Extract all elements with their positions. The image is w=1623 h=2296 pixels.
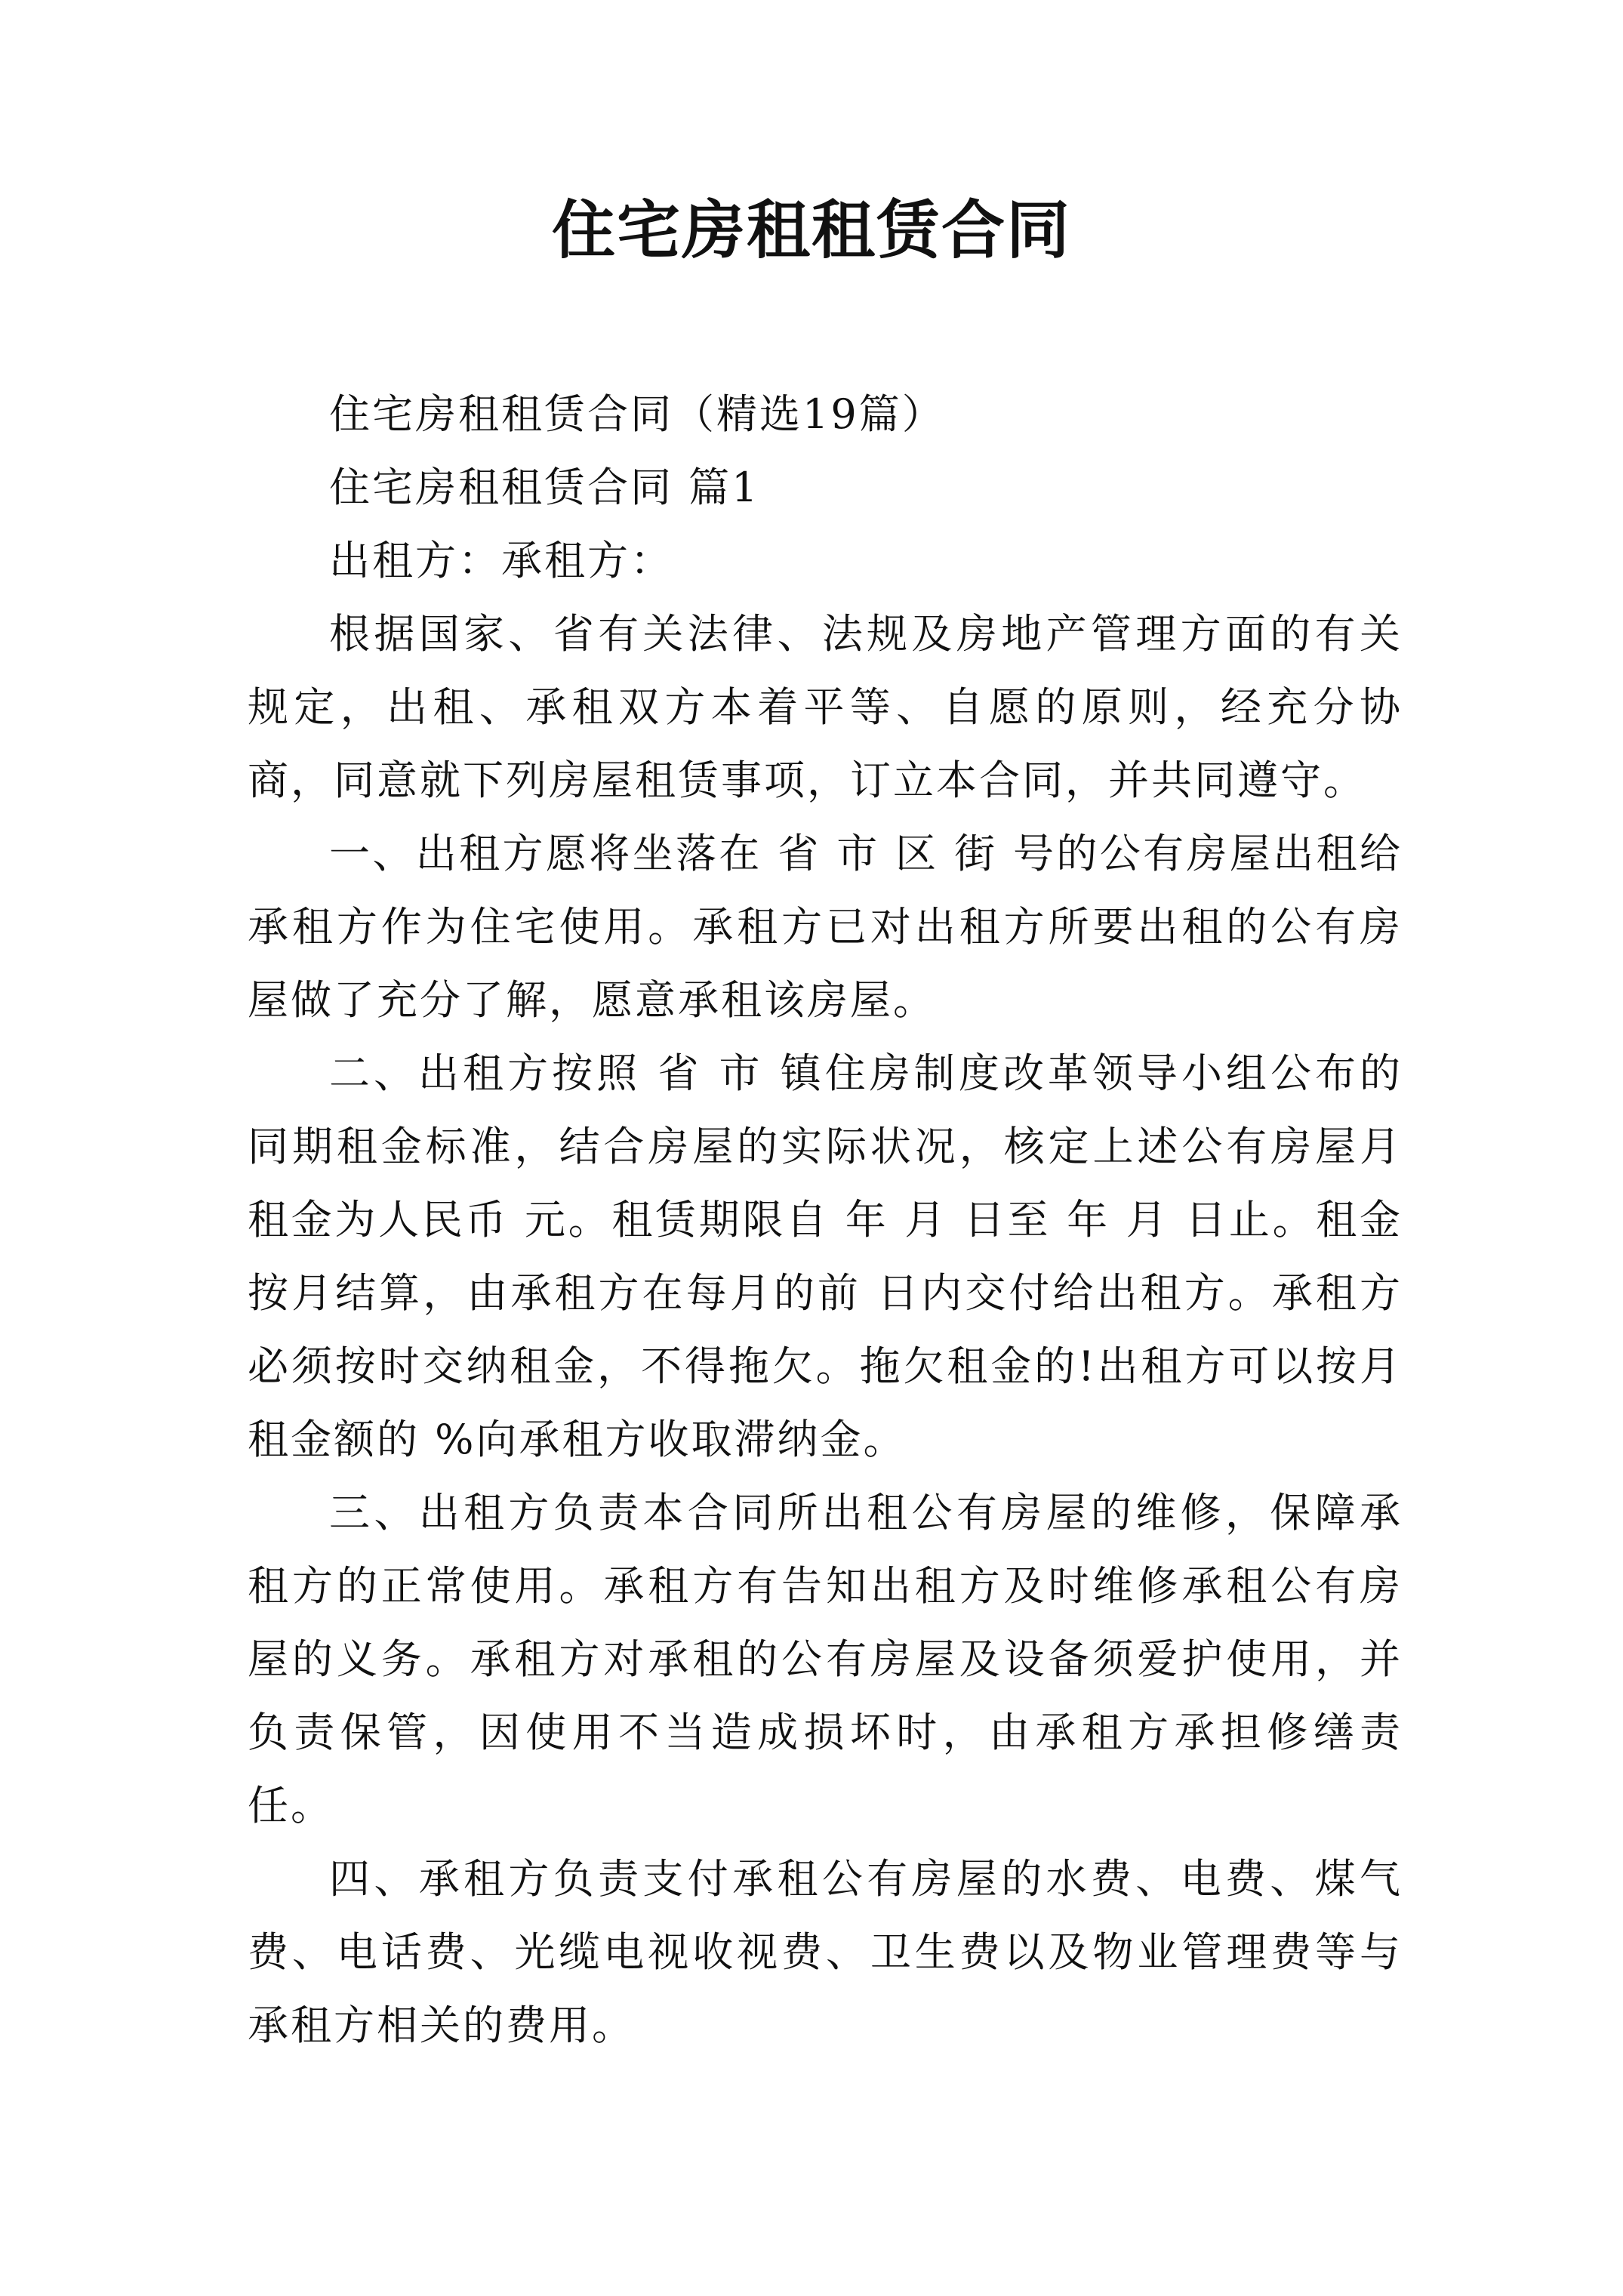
clause-2-paragraph: 二、出租方按照 省 市 镇住房制度改革领导小组公布的同期租金标准，结合房屋的实际状况，核定上述公有房屋月租金为人民币 元。租赁期限自 年 月 日至 年 月 日止。租金按月结算，由承租方在每月的前 日内交付给出租方。承租方必须按时交纳租金，不得拖欠。拖欠租金的!出租方可以按月租金额的 %向承租方收取滞纳金。 <box>248 1049 1403 1463</box>
document-title: 住宅房租租赁合同 <box>551 193 1071 267</box>
clause-1-paragraph: 一、出租方愿将坐落在 省 市 区 街 号的公有房屋出租给承租方作为住宅使用。承租方已对出租方所要出租的公有房屋做了充分了解，愿意承租该房屋。 <box>248 830 1403 1024</box>
document-body <box>248 378 1403 2062</box>
section-heading-paragraph: 住宅房租租赁合同 篇1 <box>329 464 760 511</box>
clause-3-paragraph: 三、出租方负责本合同所出租公有房屋的维修，保障承租方的正常使用。承租方有告知出租方及时维修承租公有房屋的义务。承租方对承租的公有房屋及设备须爱护使用，并负责保管，因使用不当造成损坏时，由承租方承担修缮责任。 <box>248 1489 1403 1829</box>
subtitle-paragraph: 住宅房租租赁合同（精选19篇） <box>329 390 945 438</box>
parties-paragraph: 出租方：承租方： <box>329 537 673 584</box>
preamble-paragraph: 根据国家、省有关法律、法规及房地产管理方面的有关规定，出租、承租双方本着平等、自愿的原则，经充分协商，同意就下列房屋租赁事项，订立本合同，并共同遵守。 <box>248 610 1403 804</box>
clause-4-paragraph: 四、承租方负责支付承租公有房屋的水费、电费、煤气费、电话费、光缆电视收视费、卫生费以及物业管理费等与承租方相关的费用。 <box>248 1855 1403 2049</box>
